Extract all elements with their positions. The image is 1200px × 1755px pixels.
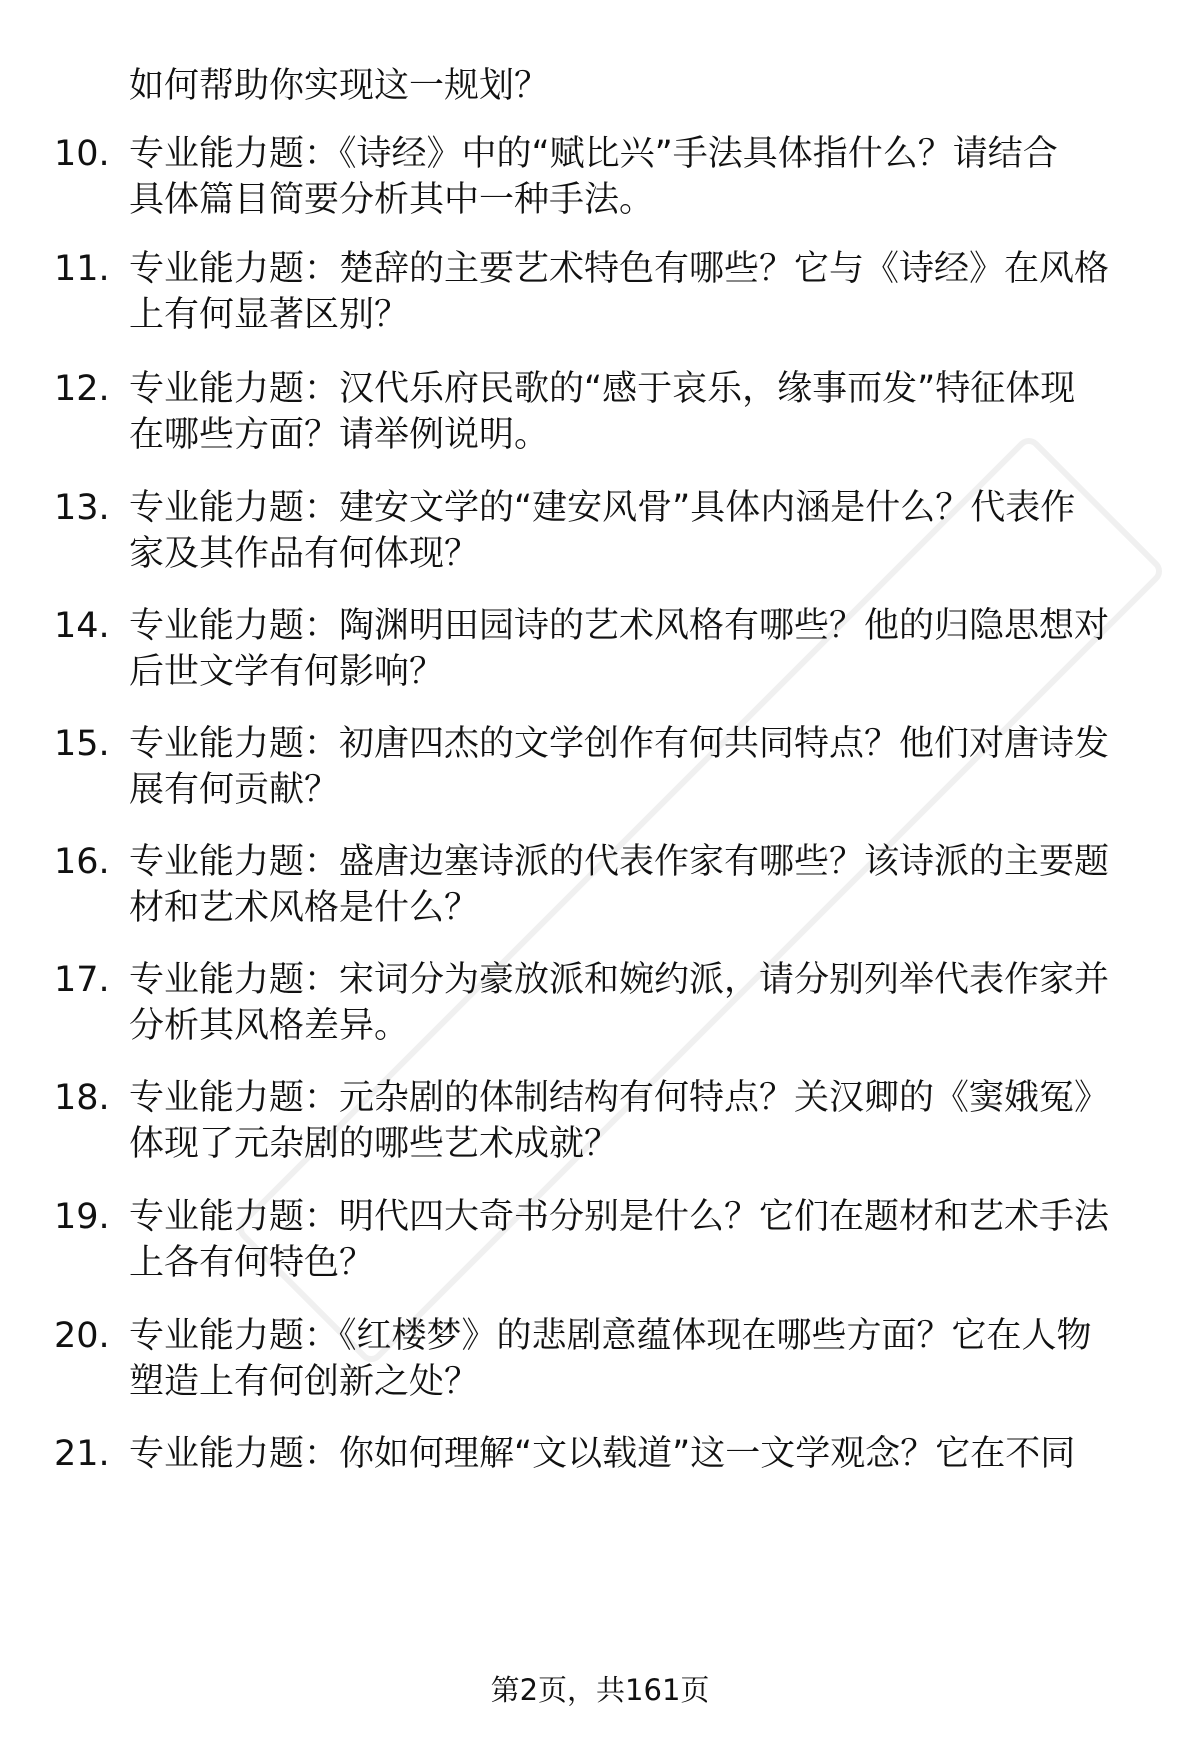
question-text-line1: 专业能力题：宋词分为豪放派和婉约派，请分别列举代表作家并 — [129, 960, 1110, 1000]
question-item-16 — [0, 838, 1200, 886]
carryover-line — [0, 62, 1200, 110]
question-text-line2: 具体篇目简要分析其中一种手法。 — [129, 180, 655, 220]
question-number: 21. — [54, 1434, 110, 1474]
question-text-line1: 专业能力题：元杂剧的体制结构有何特点？关汉卿的《窦娥冤》 — [129, 1078, 1110, 1118]
question-item-18 — [0, 1074, 1200, 1122]
question-item-20-cont — [0, 1358, 1200, 1406]
question-text-line1: 专业能力题：盛唐边塞诗派的代表作家有哪些？该诗派的主要题 — [129, 842, 1110, 882]
question-text-line2: 分析其风格差异。 — [129, 1006, 410, 1046]
question-number: 17. — [54, 960, 110, 1000]
question-text-line1: 专业能力题：建安文学的“建安风骨”具体内涵是什么？代表作 — [129, 488, 1076, 528]
question-number: 11. — [54, 249, 110, 289]
question-text-line2: 上各有何特色？ — [129, 1243, 375, 1283]
question-text-line2: 家及其作品有何体现？ — [129, 534, 480, 574]
question-item-14 — [0, 602, 1200, 650]
question-text-line1: 专业能力题：《红楼梦》的悲剧意蕴体现在哪些方面？它在人物 — [129, 1316, 1092, 1356]
question-text-line2: 后世文学有何影响？ — [129, 652, 445, 692]
question-item-17 — [0, 956, 1200, 1004]
question-item-11 — [0, 245, 1200, 293]
question-item-15 — [0, 720, 1200, 768]
question-number: 14. — [54, 606, 110, 646]
question-item-16-cont — [0, 884, 1200, 932]
question-text-line2: 材和艺术风格是什么？ — [129, 888, 480, 928]
question-number: 18. — [54, 1078, 110, 1118]
question-text-line1: 专业能力题：陶渊明田园诗的艺术风格有哪些？他的归隐思想对 — [129, 606, 1110, 646]
question-item-21 — [0, 1430, 1200, 1478]
question-text-line2: 塑造上有何创新之处？ — [129, 1362, 480, 1402]
question-item-13 — [0, 484, 1200, 532]
question-item-17-cont — [0, 1002, 1200, 1050]
question-item-15-cont — [0, 766, 1200, 814]
question-text-line1: 专业能力题：汉代乐府民歌的“感于哀乐，缘事而发”特征体现 — [129, 369, 1076, 409]
question-text-line2: 上有何显著区别？ — [129, 295, 410, 335]
question-number: 15. — [54, 724, 110, 764]
question-item-20 — [0, 1312, 1200, 1360]
question-number: 19. — [54, 1197, 110, 1237]
question-text-line1: 专业能力题：明代四大奇书分别是什么？它们在题材和艺术手法 — [129, 1197, 1110, 1237]
question-number: 10. — [54, 134, 110, 174]
question-text-line2: 展有何贡献？ — [129, 770, 340, 810]
question-number: 12. — [54, 369, 110, 409]
question-text-line1: 专业能力题：你如何理解“文以载道”这一文学观念？它在不同 — [129, 1434, 1076, 1474]
question-item-19 — [0, 1193, 1200, 1241]
page-footer: 第2页，共161页 — [490, 1673, 710, 1707]
question-item-14-cont — [0, 648, 1200, 696]
question-text-line1: 专业能力题：楚辞的主要艺术特色有哪些？它与《诗经》在风格 — [129, 249, 1110, 289]
carryover-text: 如何帮助你实现这一规划？ — [129, 66, 550, 106]
question-item-10 — [0, 130, 1200, 178]
question-item-12-cont — [0, 411, 1200, 459]
question-item-12 — [0, 365, 1200, 413]
question-item-10-cont — [0, 176, 1200, 224]
question-item-11-cont — [0, 291, 1200, 339]
question-text-line2: 体现了元杂剧的哪些艺术成就？ — [129, 1124, 620, 1164]
question-text-line2: 在哪些方面？请举例说明。 — [129, 415, 550, 455]
question-number: 20. — [54, 1316, 110, 1356]
question-item-18-cont — [0, 1120, 1200, 1168]
question-item-19-cont — [0, 1239, 1200, 1287]
question-number: 13. — [54, 488, 110, 528]
question-text-line1: 专业能力题：初唐四杰的文学创作有何共同特点？他们对唐诗发 — [129, 724, 1110, 764]
question-text-line1: 专业能力题：《诗经》中的“赋比兴”手法具体指什么？请结合 — [129, 134, 1058, 174]
question-number: 16. — [54, 842, 110, 882]
question-item-13-cont — [0, 530, 1200, 578]
